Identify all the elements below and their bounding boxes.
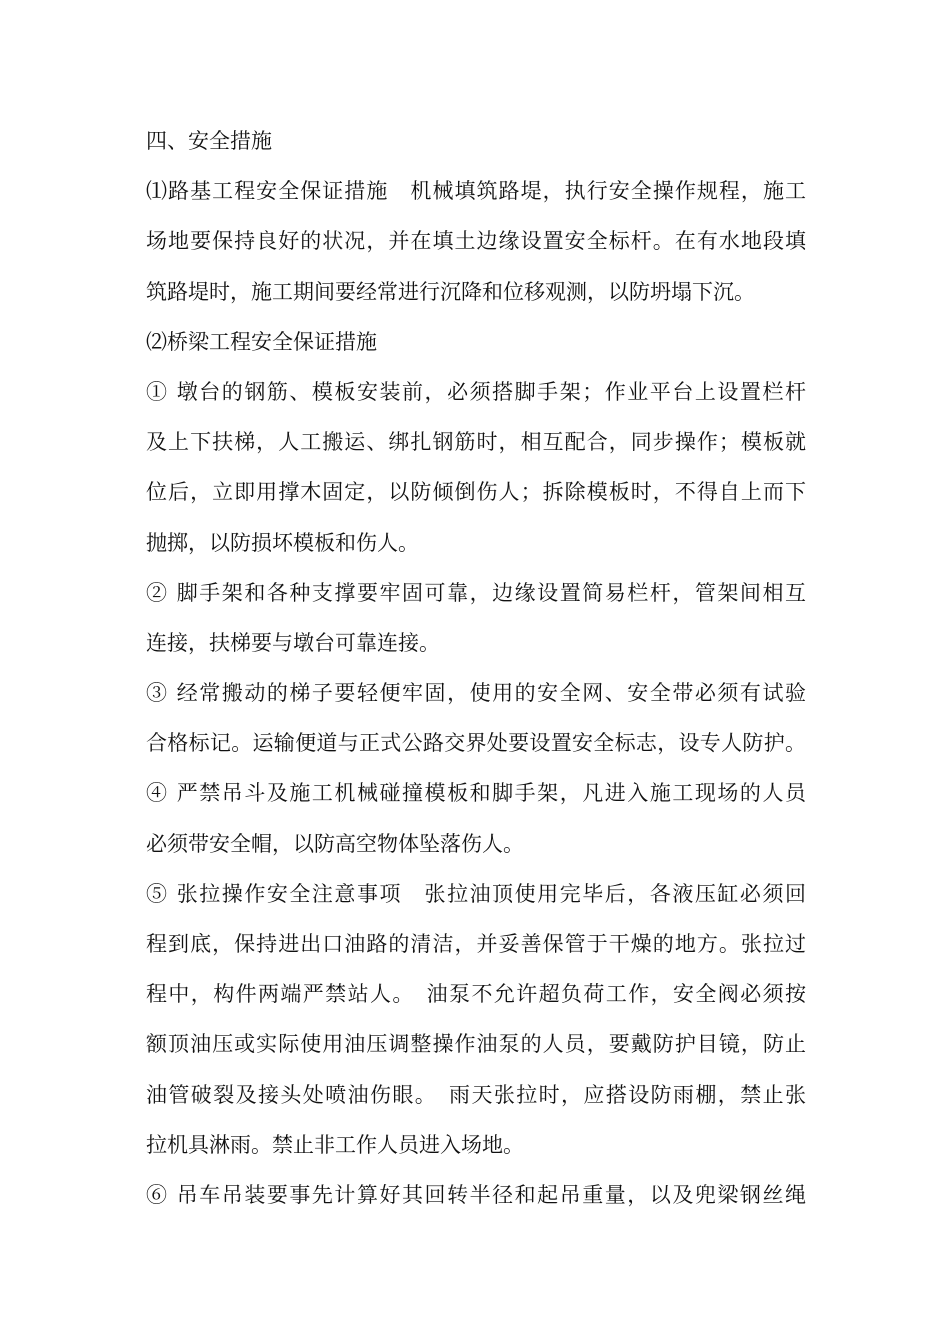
paragraph-line: 额顶油压或实际使用油压调整操作油泵的人员，要戴防护目镜，防止 — [146, 1032, 806, 1057]
subsection-heading: ⑵桥梁工程安全保证措施 — [146, 329, 377, 354]
paragraph-line: ④ 严禁吊斗及施工机械碰撞模板和脚手架，凡进入施工现场的人员 — [146, 781, 806, 806]
paragraph-line: 拉机具淋雨。禁止非工作人员进入场地。 — [146, 1132, 524, 1157]
paragraph-line: 连接，扶梯要与墩台可靠连接。 — [146, 630, 440, 655]
paragraph-line: 场地要保持良好的状况，并在填土边缘设置安全标杆。在有水地段填 — [146, 229, 806, 254]
paragraph-line: 抛掷，以防损坏模板和伤人。 — [146, 530, 419, 555]
paragraph-line: 合格标记。运输便道与正式公路交界处要设置安全标志，设专人防护。 — [146, 731, 806, 756]
paragraph-line: 油管破裂及接头处喷油伤眼。 雨天张拉时，应搭设防雨棚，禁止张 — [146, 1082, 806, 1107]
paragraph-line: 必须带安全帽，以防高空物体坠落伤人。 — [146, 831, 524, 856]
paragraph-line: 程到底，保持进出口油路的清洁，并妥善保管于干燥的地方。张拉过 — [146, 932, 806, 956]
paragraph-line: 位后，立即用撑木固定，以防倾倒伤人；拆除模板时，不得自上而下 — [146, 480, 806, 505]
paragraph-line: ② 脚手架和各种支撑要牢固可靠，边缘设置简易栏杆，管架间相互 — [146, 580, 806, 605]
document-body — [146, 116, 806, 1220]
section-heading: 四、安全措施 — [146, 129, 272, 153]
paragraph-line: ① 墩台的钢筋、模板安装前，必须搭脚手架；作业平台上设置栏杆 — [146, 379, 806, 404]
paragraph-line: ⑴路基工程安全保证措施 机械填筑路堤，执行安全操作规程，施工 — [146, 179, 806, 204]
paragraph-line: 及上下扶梯，人工搬运、绑扎钢筋时，相互配合，同步操作；模板就 — [146, 430, 806, 455]
paragraph-line: ⑥ 吊车吊装要事先计算好其回转半径和起吊重量，以及兜梁钢丝绳 — [146, 1182, 806, 1207]
paragraph-line: 程中，构件两端严禁站人。 油泵不允许超负荷工作，安全阀必须按 — [146, 982, 806, 1007]
paragraph-line: ⑤ 张拉操作安全注意事项 张拉油顶使用完毕后，各液压缸必须回 — [146, 881, 806, 906]
paragraph-line: 筑路堤时，施工期间要经常进行沉降和位移观测，以防坍塌下沉。 — [146, 279, 755, 304]
paragraph-line: ③ 经常搬动的梯子要轻便牢固，使用的安全网、安全带必须有试验 — [146, 681, 806, 706]
